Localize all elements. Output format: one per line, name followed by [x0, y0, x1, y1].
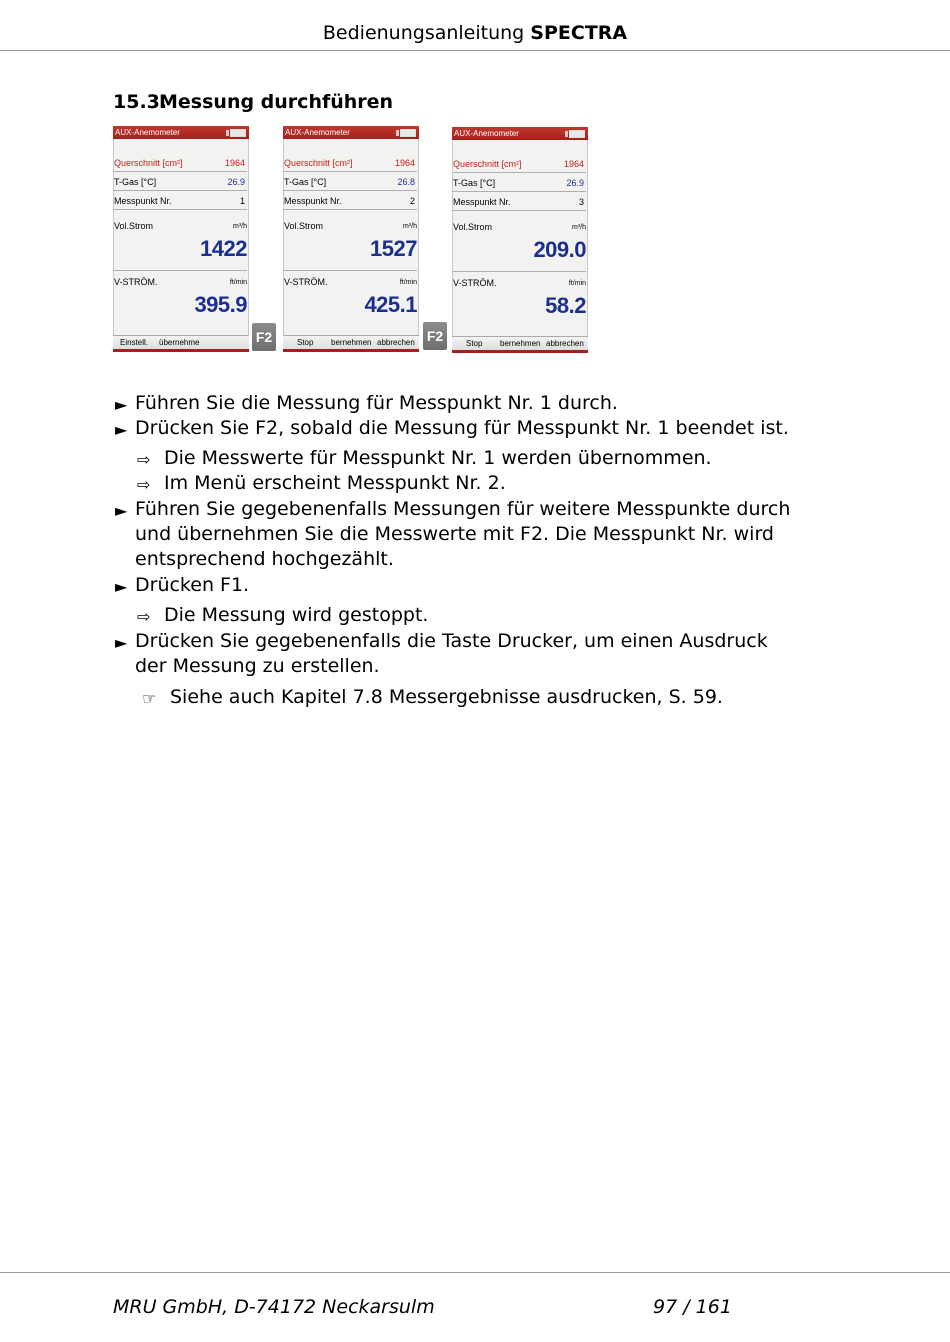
velocity-value: 58.2: [545, 293, 586, 318]
velocity-unit: ft/min: [229, 279, 247, 286]
divider: [452, 271, 586, 272]
row-label: Messpunkt Nr.: [284, 196, 342, 206]
step-item: [0, 573, 950, 598]
volume-flow-label: Vol.Strom: [114, 221, 154, 231]
result-item: [0, 471, 950, 496]
step-text: entsprechend hochgezählt.: [135, 548, 394, 570]
row-cross-section: [113, 155, 247, 172]
header-divider: [0, 50, 950, 51]
row-label: Messpunkt Nr.: [453, 197, 511, 207]
result-arrow-icon: ⇨: [137, 450, 151, 469]
step-item: [0, 416, 950, 441]
velocity-label: V-STRÖM.: [284, 277, 328, 287]
header-prefix: Bedienungsanleitung: [322, 22, 525, 44]
row-measuring-point: [452, 194, 586, 211]
step-text: Drücken Sie F2, sobald die Messung für Messpunkt Nr. 1 beendet ist.: [135, 417, 789, 439]
volume-flow-unit: m³/h: [403, 223, 417, 230]
softkey-accept[interactable]: bernehmen: [500, 339, 541, 348]
screen-title: AUX-Anemometer: [454, 129, 519, 138]
screen-title: AUX-Anemometer: [285, 128, 350, 137]
row-value: 3: [578, 197, 584, 207]
row-cross-section: [452, 156, 586, 173]
step-arrow-icon: ►: [115, 420, 128, 439]
row-label: Querschnitt [cm²]: [284, 158, 353, 168]
pointing-hand-icon: ☞: [142, 689, 157, 708]
result-item: [0, 603, 950, 628]
device-screen-3: [452, 127, 588, 353]
volume-flow-value: 209.0: [533, 237, 586, 262]
volume-flow-label: Vol.Strom: [284, 221, 324, 231]
section-title: Messung durchführen: [159, 91, 394, 113]
softkey-bar: [113, 335, 249, 352]
footer-page-number: 97 / 161: [653, 1296, 732, 1318]
device-screen-2: [283, 126, 419, 352]
f2-key-icon: F2: [252, 323, 276, 351]
row-measuring-point: [113, 193, 247, 210]
softkey-cancel[interactable]: abbrechen: [546, 339, 584, 348]
result-text: Die Messung wird gestoppt.: [164, 604, 429, 626]
softkey-stop[interactable]: Stop: [297, 338, 314, 347]
velocity-unit: ft/min: [568, 280, 586, 287]
step-text: Drücken Sie gegebenenfalls die Taste Drucker, um einen Ausdruck: [135, 630, 768, 652]
step-text: Drücken F1.: [135, 574, 250, 596]
softkey-accept[interactable]: bernehmen: [331, 338, 372, 347]
row-value: 26.9: [227, 177, 245, 187]
step-text: Führen Sie die Messung für Messpunkt Nr. 1 durch.: [135, 392, 618, 414]
battery-icon: [400, 129, 416, 137]
row-cross-section: [283, 155, 417, 172]
volume-flow-value: 1527: [370, 236, 417, 261]
row-value: 1964: [394, 158, 415, 168]
row-gas-temperature: [283, 174, 417, 191]
softkey-stop[interactable]: Stop: [466, 339, 483, 348]
footer-company: MRU GmbH, D-74172 Neckarsulm: [113, 1296, 435, 1318]
row-label: T-Gas [°C]: [284, 177, 327, 187]
softkey-bar: [283, 335, 419, 352]
row-label: T-Gas [°C]: [453, 178, 496, 188]
f2-key-icon: F2: [423, 322, 447, 350]
reference-item: [0, 685, 950, 710]
row-label: T-Gas [°C]: [114, 177, 157, 187]
step-item: [0, 497, 950, 572]
row-value: 26.8: [397, 177, 415, 187]
step-arrow-icon: ►: [115, 577, 128, 596]
softkey-bar: [452, 336, 588, 353]
result-item: [0, 446, 950, 471]
reference-text[interactable]: Siehe auch Kapitel 7.8 Messergebnisse ausdrucken, S. 59.: [170, 686, 723, 708]
row-value: 1: [239, 196, 245, 206]
step-item: [0, 391, 950, 416]
step-text: Führen Sie gegebenenfalls Messungen für weitere Messpunkte durch: [135, 498, 791, 520]
row-measuring-point: [283, 193, 417, 210]
step-text: der Messung zu erstellen.: [135, 655, 380, 677]
result-arrow-icon: ⇨: [137, 475, 151, 494]
footer-divider: [0, 1272, 950, 1273]
volume-flow-unit: m³/h: [233, 223, 247, 230]
row-value: 1964: [224, 158, 245, 168]
step-arrow-icon: ►: [115, 633, 128, 652]
screen-title: AUX-Anemometer: [115, 128, 180, 137]
section-heading: [113, 91, 393, 113]
volume-flow-unit: m³/h: [572, 224, 586, 231]
softkey-settings[interactable]: Einstell.: [120, 338, 149, 347]
battery-icon: [230, 129, 246, 137]
volume-flow-value: 1422: [200, 236, 247, 261]
step-item: [0, 629, 950, 679]
row-value: 2: [409, 196, 415, 206]
section-number: 15.3.: [113, 91, 168, 113]
battery-icon: [569, 130, 585, 138]
volume-flow-label: Vol.Strom: [453, 222, 493, 232]
header-product: SPECTRA: [530, 22, 628, 44]
screen-titlebar: [113, 126, 249, 139]
screen-titlebar: [283, 126, 419, 139]
velocity-label: V-STRÖM.: [114, 277, 158, 287]
result-arrow-icon: ⇨: [137, 607, 151, 626]
step-arrow-icon: ►: [115, 395, 128, 414]
step-text: und übernehmen Sie die Messwerte mit F2. Die Messpunkt Nr. wird: [135, 523, 774, 545]
velocity-value: 425.1: [364, 292, 417, 317]
row-gas-temperature: [113, 174, 247, 191]
velocity-label: V-STRÖM.: [453, 278, 497, 288]
result-text: Die Messwerte für Messpunkt Nr. 1 werden übernommen.: [164, 447, 712, 469]
velocity-value: 395.9: [194, 292, 247, 317]
device-screen-1: [113, 126, 249, 352]
softkey-cancel[interactable]: abbrechen: [377, 338, 415, 347]
row-label: Messpunkt Nr.: [114, 196, 172, 206]
page-header: [0, 22, 950, 44]
divider: [113, 270, 247, 271]
row-value: 1964: [563, 159, 584, 169]
divider: [283, 270, 417, 271]
step-arrow-icon: ►: [115, 501, 128, 520]
row-value: 26.9: [566, 178, 584, 188]
softkey-accept[interactable]: übernehme: [159, 338, 200, 347]
row-label: Querschnitt [cm²]: [453, 159, 522, 169]
screen-titlebar: [452, 127, 588, 140]
row-label: Querschnitt [cm²]: [114, 158, 183, 168]
velocity-unit: ft/min: [399, 279, 417, 286]
row-gas-temperature: [452, 175, 586, 192]
result-text: Im Menü erscheint Messpunkt Nr. 2.: [164, 472, 506, 494]
